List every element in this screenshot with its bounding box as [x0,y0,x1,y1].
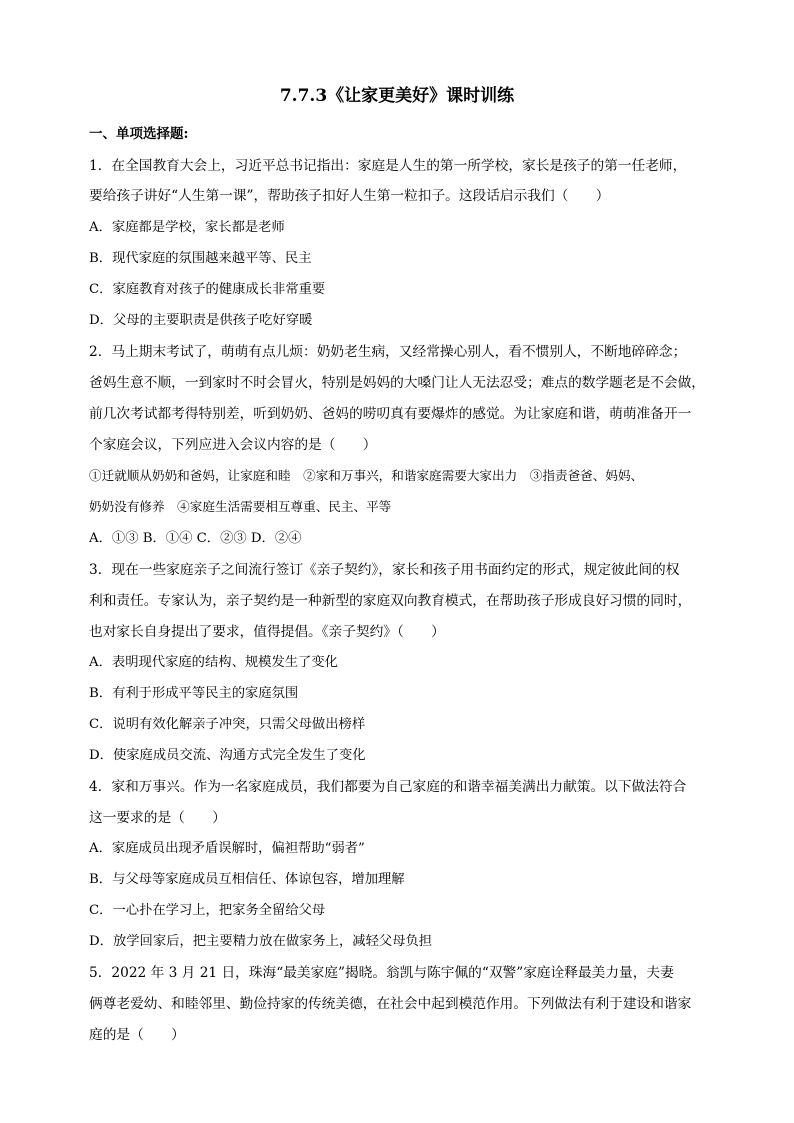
q5-stem-line-3: 庭的是（ ） [89,1027,185,1043]
q3-stem-line-2: 利和责任。专家认为，亲子契约是一种新型的家庭双向教育模式，在帮助孩子形成良好习惯的同时， [89,593,692,609]
q4-option-c: C．一心扑在学习上，把家务全留给父母 [89,903,326,918]
q1-stem-line-2: 要给孩子讲好“人生第一课”，帮助孩子扣好人生第一粒扣子。这段话启示我们（ ） [89,188,610,204]
q3-stem-line-1: 3．现在一些家庭亲子之间流行签订《亲子契约》，家长和孩子用书面约定的形式，规定彼此间的权 [89,562,680,578]
q1-option-b: B．现代家庭的氛围越来越平等、民主 [89,251,312,266]
q4-option-a: A．家庭成员出现矛盾误解时，偏袒帮助“弱者” [89,841,365,856]
q2-stem-line-2: 爸妈生意不顺，一到家时不时会冒火，特别是妈妈的大嗓门让人无法忍受；难点的数学题老是不会做， [89,375,705,391]
q5-stem-line-2: 俩尊老爱幼、和睦邻里、勤俭持家的传统美德，在社会中起到模范作用。下列做法有利于建设和谐家 [89,996,692,1012]
q1-option-a: A．家庭都是学校，家长都是老师 [89,220,285,235]
document-title: 7.7.3《让家更美好》课时训练 [279,86,515,106]
q2-stem-line-4: 个家庭会议，下列应进入会议内容的是（ ） [89,437,377,453]
q4-option-d: D．放学回家后，把主要精力放在做家务上，减轻父母负担 [89,934,433,949]
q2-options: A．①③ B．①④ C．②③ D．②④ [89,531,302,546]
q2-stem-line-3: 前几次考试都考得特别差，听到奶奶、爸妈的唠叨真有要爆炸的感觉。为让家庭和谐，萌萌准备开一 [89,406,692,422]
q3-stem-line-3: 也对家长自身提出了要求，值得提倡。《亲子契约》（ ） [89,624,445,640]
q1-option-c: C．家庭教育对孩子的健康成长非常重要 [89,282,326,297]
q2-stem-line-1: 2．马上期末考试了，萌萌有点儿烦：奶奶老生病，又经常操心别人，看不惯别人，不断地碎碎念； [89,344,687,360]
q3-option-b: B．有利于形成平等民主的家庭氛围 [89,686,299,701]
q4-stem-line-1: 4．家和万事兴。作为一名家庭成员，我们都要为自己家庭的和谐幸福美满出力献策。以下做法符合 [89,779,687,795]
q4-stem-line-2: 这一要求的是（ ） [89,810,226,826]
section-heading: 一、单项选择题: [89,126,189,142]
q1-option-d: D．父母的主要职责是供孩子吃好穿暖 [89,313,313,328]
q3-option-c: C．说明有效化解亲子冲突，只需父母做出榜样 [89,717,366,732]
q4-option-b: B．与父母等家庭成员互相信任、体谅包容，增加理解 [89,872,405,887]
q3-option-a: A．表明现代家庭的结构、规模发生了变化 [89,655,338,670]
q2-statements-line-1: ①迁就顺从奶奶和爸妈，让家庭和睦 ②家和万事兴，和谐家庭需要大家出力 ③指责爸爸、妈妈、 [89,468,644,483]
q5-stem-line-1: 5．2022 年 3 月 21 日，珠海“最美家庭”揭晓。翁凯与陈宇佩的“双警”家庭诠释最美力量，夫妻 [89,965,674,981]
q1-stem-line-1: 1．在全国教育大会上，习近平总书记指出：家庭是人生的第一所学校，家长是孩子的第一任老师， [89,158,687,174]
q3-option-d: D．使家庭成员交流、沟通方式完全发生了变化 [89,748,366,763]
q2-statements-line-2: 奶奶没有修养 ④家庭生活需要相互尊重、民主、平等 [89,499,392,514]
